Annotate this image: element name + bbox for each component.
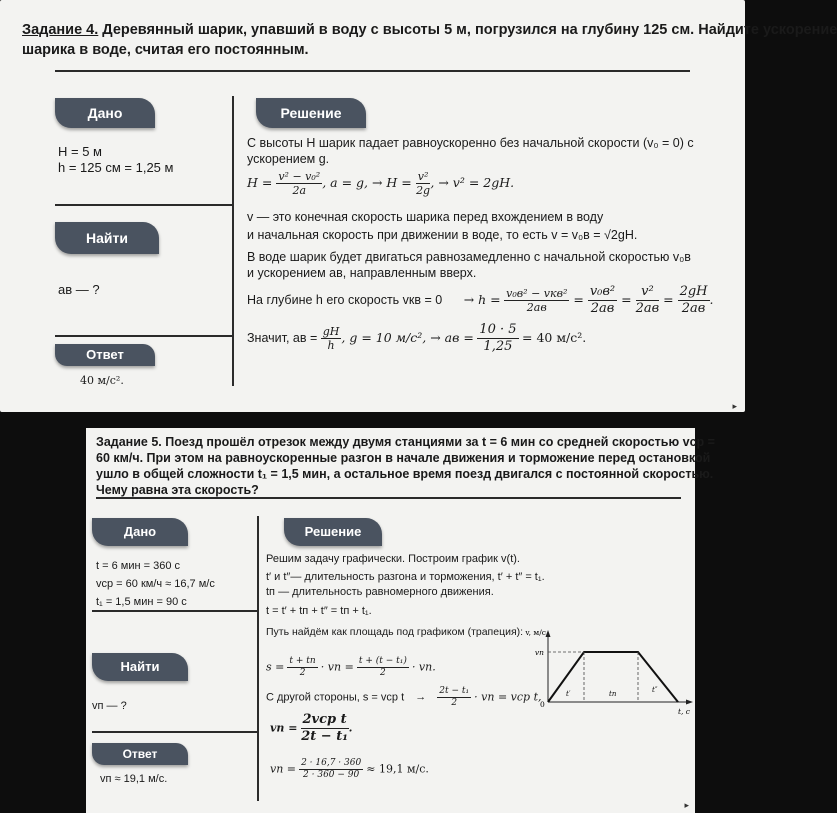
f5b-arrow: → (415, 691, 427, 704)
cursor-mark: ▸ (684, 800, 689, 810)
sol-line-5: В воде шарик будет двигаться равнозамедленно с начальной скоростью v₀в (247, 250, 691, 264)
graph-tp: tп (609, 690, 617, 698)
sol5-line-5: Путь найдём как площадь под графиком (трапеция): (266, 626, 524, 638)
dano-badge: Дано (55, 98, 155, 128)
find-value: vп — ? (92, 700, 127, 712)
column-divider (232, 96, 234, 386)
f5b-n: 2t − t₁ (439, 686, 470, 696)
f5a-tail: · vп. (411, 660, 436, 674)
f1-den2: 2g (416, 184, 431, 197)
otvet-badge: Ответ (92, 743, 188, 765)
formula-5c: vп = $\frac{\text{2vср t}}{\text{2t − t₁}}$ . (270, 712, 353, 744)
velocity-graph (526, 628, 694, 716)
task4-label: Задание 4. (22, 22, 99, 38)
f5c-d: 2t − t₁ (301, 729, 348, 744)
given-divider (92, 610, 258, 612)
sol5-line-3: tп — длительность равномерного движения. (266, 586, 494, 598)
f2-frac1 (504, 287, 569, 314)
f2-text: На глубине h его скорость vкв = 0 (247, 292, 443, 307)
f1-lhs: H = (247, 175, 273, 190)
f3-frac1 (321, 325, 342, 352)
f5d-frac (299, 758, 363, 781)
y-axis-arrow (546, 630, 551, 637)
sol-line-1: С высоты H шарик падает равноускоренно без начальной скорости (v₀ = 0) с (247, 136, 694, 150)
f3-d2: 1,25 (483, 339, 513, 354)
formula-3 (247, 322, 586, 355)
f5b-text: С другой стороны, s = vср t (266, 691, 405, 704)
cursor-mark: ▸ (732, 401, 737, 411)
find-divider (92, 731, 258, 733)
task5-text-2: 60 км/ч. При этом на равноускоренные разгон в начале движения и торможение перед остановкой (96, 451, 711, 465)
f2-d4: 2aв (681, 301, 706, 316)
f3-frac2 (477, 322, 518, 355)
task5-text-4: Чему равна эта скорость? (96, 483, 259, 497)
graph-vp-label: vп (534, 648, 544, 657)
f5c-frac (301, 712, 349, 745)
f5a-n2: t + (t − t₁) (358, 656, 407, 666)
f1-frac (276, 170, 322, 197)
f1-frac2 (416, 170, 431, 197)
f5a-frac1 (287, 656, 317, 679)
f2-arrow: → h = (463, 291, 501, 307)
f2-n3: v² (636, 284, 660, 301)
column-divider (257, 516, 259, 801)
f2-d1: 2aв (526, 301, 547, 314)
task5-slide (86, 428, 715, 813)
divider (55, 70, 690, 72)
given-H: H = 5 м (58, 144, 102, 159)
f5c-lhs: vп = (270, 721, 298, 735)
given-h: h = 125 см = 1,25 м (58, 160, 174, 175)
sol-line-4: и начальная скорость при движении в воде, то есть v = v₀в = √2gH. (247, 228, 638, 242)
sol-line-2: ускорением g. (247, 152, 330, 166)
otvet-badge: Ответ (55, 344, 155, 366)
formula-5d (270, 758, 429, 781)
najti-badge: Найти (92, 653, 188, 681)
sol5-line-1: Решим задачу графически. Построим график v(t). (266, 553, 520, 565)
sol5-line-4: t = t′ + tп + t″ = tп + t₁. (266, 605, 372, 617)
f5a-mid: · vп = (320, 660, 354, 674)
given-3: t₁ = 1,5 мин = 90 с (96, 596, 187, 608)
graph-ylabel: v, м/с (525, 628, 546, 637)
f2-frac2 (588, 284, 617, 317)
f5c-n: 2vср t (302, 712, 347, 727)
task4-text-1: Деревянный шарик, упавший в воду с высоты 5 м, погрузился на глубину 125 см. Найдите ускорение (98, 22, 837, 38)
task5-label: Задание 5. (96, 435, 162, 449)
f1-num: v² − v₀² (278, 170, 321, 183)
formula-5a (266, 656, 436, 679)
f5d-d: 2 · 360 − 90 (303, 770, 360, 780)
f5b-d: 2 (451, 698, 458, 708)
graph-origin: 0 (540, 700, 545, 709)
f3-tail: = 40 м/с². (522, 329, 587, 345)
formula-1 (247, 170, 514, 197)
f2-frac4 (678, 284, 710, 317)
f5a-lhs: s = (266, 660, 285, 674)
f5d-n: 2 · 16,7 · 360 (301, 758, 362, 768)
x-axis-arrow (686, 700, 693, 705)
formula-2: На глубине h его скорость vкв = 0 → h = $\frac{\text{v₀в² − vкв²}}{2aв}$ = $\frac{\text{v₀в²}}{2aв}$ = $\frac{\text{v²}}{2aв}$ = $\frac{2gH}{2aв}$ . (247, 284, 714, 316)
task4-text-2: шарика в воде, считая его постоянным. (22, 42, 309, 58)
f3-d1: h (327, 339, 335, 352)
f5a-d2: 2 (380, 668, 386, 678)
given-1: t = 6 мин = 360 с (96, 560, 180, 572)
divider (96, 497, 681, 499)
f5d-tail: ≈ 19,1 м/с. (366, 762, 429, 776)
dano-badge: Дано (92, 518, 188, 546)
reshenie-badge: Решение (284, 518, 382, 546)
graph-t1: t′ (566, 690, 571, 698)
f2-d2: 2aв (590, 301, 615, 316)
graph-xlabel: t, c (678, 707, 690, 716)
f1-num2: v² (417, 170, 429, 183)
task5-text-3: ушло в общей сложности t₁ = 1,5 мин, а остальное время поезд двигался с постоянной скоростью. (96, 467, 714, 481)
f3-mid: , g = 10 м/с², → aв = (341, 329, 474, 345)
f2-n1: v₀в² − vкв² (506, 287, 568, 300)
given-2: vср = 60 км/ч ≈ 16,7 м/с (96, 578, 215, 590)
graph-t2: t″ (652, 686, 658, 694)
sol-line-3: v — это конечная скорость шарика перед вхождением в воду (247, 210, 604, 224)
f5a-frac2 (357, 656, 409, 679)
f2-d3: 2aв (635, 301, 660, 316)
sol5-line-2: t′ и t″— длительность разгона и торможения, t′ + t″ = t₁. (266, 571, 545, 583)
answer-value: 40 м/с². (80, 374, 124, 387)
f5b-tail: · vп = vср t, (474, 690, 542, 704)
task5-text-1: Поезд прошёл отрезок между двумя станциями за t = 6 мин со средней скоростью vср = (161, 435, 715, 449)
f5a-d1: 2 (299, 668, 306, 678)
find-divider (55, 335, 233, 337)
answer-value: vп ≈ 19,1 м/с. (100, 773, 168, 785)
f2-frac3 (636, 284, 660, 317)
sol-line-6: и ускорением aв, направленным вверх. (247, 266, 477, 280)
reshenie-badge: Решение (256, 98, 366, 128)
f2-n4: 2gH (679, 284, 708, 299)
f3-n1: gH (322, 325, 340, 338)
task4-statement (22, 22, 837, 38)
f3-text: Значит, aв = (247, 330, 318, 345)
given-divider (55, 204, 233, 206)
find-value: aв — ? (58, 282, 100, 297)
f2-n2: v₀в² (589, 284, 616, 299)
f1-rest: , a = g, → H = (322, 175, 412, 190)
formula-5b (266, 686, 542, 709)
f5d-lhs: vп = (270, 762, 297, 776)
f1-den: 2a (292, 184, 307, 197)
f5a-n1: t + tп (289, 656, 316, 666)
f5b-frac (437, 686, 471, 709)
f3-n2: 10 · 5 (479, 322, 517, 337)
task5-statement (96, 435, 715, 449)
najti-badge: Найти (55, 222, 159, 254)
f1-tail: , → v² = 2gH. (430, 175, 515, 190)
